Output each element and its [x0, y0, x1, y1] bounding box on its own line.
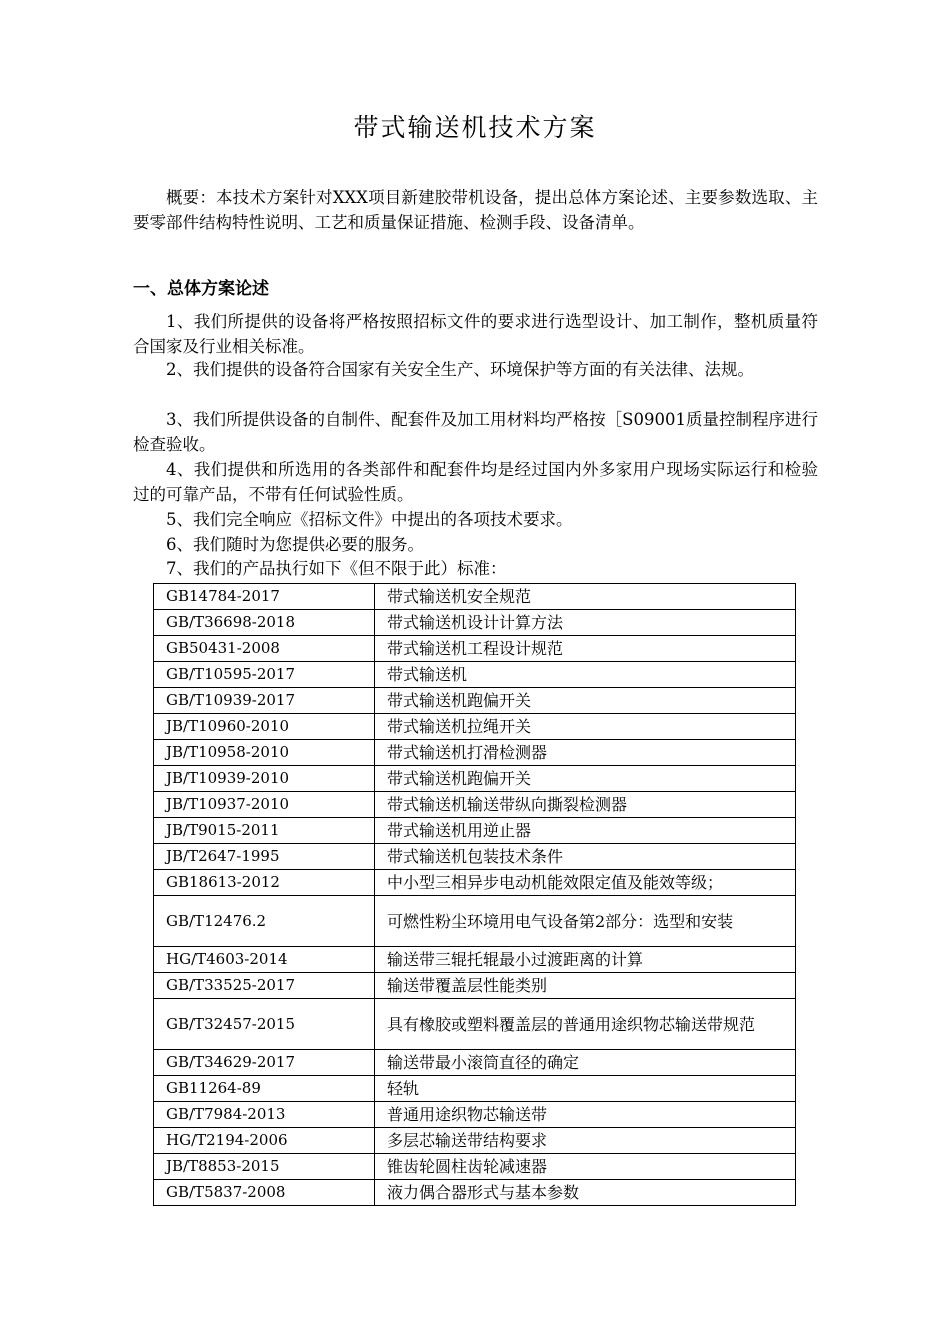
- table-row: [154, 818, 796, 844]
- list-item-1: 1、我们所提供的设备将严格按照招标文件的要求进行选型设计、加工制作，整机质量符合国家及行业相关标准。: [133, 312, 818, 356]
- standard-code: JB/T10937-2010: [154, 792, 375, 818]
- section-heading: 一、总体方案论述: [133, 279, 269, 299]
- standard-name: 带式输送机包装技术条件: [375, 844, 796, 870]
- standard-name: 带式输送机拉绳开关: [375, 714, 796, 740]
- standard-name: 输送带最小滚筒直径的确定: [375, 1050, 796, 1076]
- standard-name: 带式输送机打滑检测器: [375, 740, 796, 766]
- standard-name: 输送带覆盖层性能类别: [375, 973, 796, 999]
- standard-name: 带式输送机用逆止器: [375, 818, 796, 844]
- table-row: [154, 973, 796, 999]
- standard-name: 带式输送机: [375, 662, 796, 688]
- standard-code: JB/T2647-1995: [154, 844, 375, 870]
- table-row: [154, 870, 796, 896]
- table-row: [154, 610, 796, 636]
- table-row: [154, 947, 796, 973]
- standard-name: 带式输送机跑偏开关: [375, 766, 796, 792]
- standard-name: 输送带三辊托辊最小过渡距离的计算: [375, 947, 796, 973]
- list-item-6: 6、我们随时为您提供必要的服务。: [166, 535, 424, 554]
- table-row: [154, 636, 796, 662]
- list-item-2: 2、我们提供的设备符合国家有关安全生产、环境保护等方面的有关法律、法规。: [166, 360, 754, 379]
- table-row: [154, 766, 796, 792]
- list-item-5: 5、我们完全响应《招标文件》中提出的各项技术要求。: [166, 510, 573, 529]
- standard-name: 具有橡胶或塑料覆盖层的普通用途织物芯输送带规范: [375, 999, 796, 1050]
- standard-code: GB50431-2008: [154, 636, 375, 662]
- standard-name: 轻轨: [375, 1076, 796, 1102]
- standard-code: JB/T10960-2010: [154, 714, 375, 740]
- standard-code: GB/T5837-2008: [154, 1180, 375, 1206]
- table-row: [154, 662, 796, 688]
- standard-code: JB/T10958-2010: [154, 740, 375, 766]
- standard-code: JB/T10939-2010: [154, 766, 375, 792]
- standard-code: GB/T32457-2015: [154, 999, 375, 1050]
- standard-name: 带式输送机设计计算方法: [375, 610, 796, 636]
- table-row: [154, 1128, 796, 1154]
- standard-code: GB11264-89: [154, 1076, 375, 1102]
- table-row: [154, 999, 796, 1050]
- standard-code: HG/T2194-2006: [154, 1128, 375, 1154]
- table-row: [154, 1076, 796, 1102]
- standard-name: 多层芯输送带结构要求: [375, 1128, 796, 1154]
- table-row: [154, 688, 796, 714]
- standard-code: JB/T8853-2015: [154, 1154, 375, 1180]
- table-row: [154, 896, 796, 947]
- table-row: [154, 584, 796, 610]
- standard-code: HG/T4603-2014: [154, 947, 375, 973]
- table-row: [154, 1102, 796, 1128]
- document-title: 带式输送机技术方案: [353, 113, 597, 142]
- table-row: [154, 844, 796, 870]
- standard-code: GB18613-2012: [154, 870, 375, 896]
- standard-code: GB/T10939-2017: [154, 688, 375, 714]
- standard-code: GB14784-2017: [154, 584, 375, 610]
- standard-name: 带式输送机工程设计规范: [375, 636, 796, 662]
- table-row: [154, 792, 796, 818]
- standard-code: GB/T34629-2017: [154, 1050, 375, 1076]
- standard-name: 可燃性粉尘环境用电气设备第2部分：选型和安装: [375, 896, 796, 947]
- table-row: [154, 714, 796, 740]
- standard-name: 中小型三相异步电动机能效限定值及能效等级；: [375, 870, 796, 896]
- standard-name: 液力偶合器形式与基本参数: [375, 1180, 796, 1206]
- summary-paragraph: 概要：本技术方案针对XXX项目新建胶带机设备，提出总体方案论述、主要参数选取、主要零部件结构特性说明、工艺和质量保证措施、检测手段、设备清单。: [133, 188, 818, 232]
- table-row: [154, 740, 796, 766]
- list-item-4: 4、我们提供和所选用的各类部件和配套件均是经过国内外多家用户现场实际运行和检验过的可靠产品，不带有任何试验性质。: [133, 460, 818, 504]
- list-item-7: 7、我们的产品执行如下《但不限于此）标准：: [166, 559, 507, 578]
- standard-name: 带式输送机安全规范: [375, 584, 796, 610]
- standard-name: 带式输送机输送带纵向撕裂检测器: [375, 792, 796, 818]
- standard-code: GB/T10595-2017: [154, 662, 375, 688]
- list-item-3: 3、我们所提供设备的自制件、配套件及加工用材料均严格按［S09001质量控制程序进行检查验收。: [133, 410, 818, 454]
- standard-code: JB/T9015-2011: [154, 818, 375, 844]
- standard-code: GB/T33525-2017: [154, 973, 375, 999]
- standard-code: GB/T7984-2013: [154, 1102, 375, 1128]
- standard-code: GB/T12476.2: [154, 896, 375, 947]
- standard-code: GB/T36698-2018: [154, 610, 375, 636]
- standard-name: 锥齿轮圆柱齿轮减速器: [375, 1154, 796, 1180]
- standard-name: 带式输送机跑偏开关: [375, 688, 796, 714]
- standards-table: [153, 583, 796, 1206]
- table-row: [154, 1154, 796, 1180]
- standard-name: 普通用途织物芯输送带: [375, 1102, 796, 1128]
- table-row: [154, 1050, 796, 1076]
- table-row: [154, 1180, 796, 1206]
